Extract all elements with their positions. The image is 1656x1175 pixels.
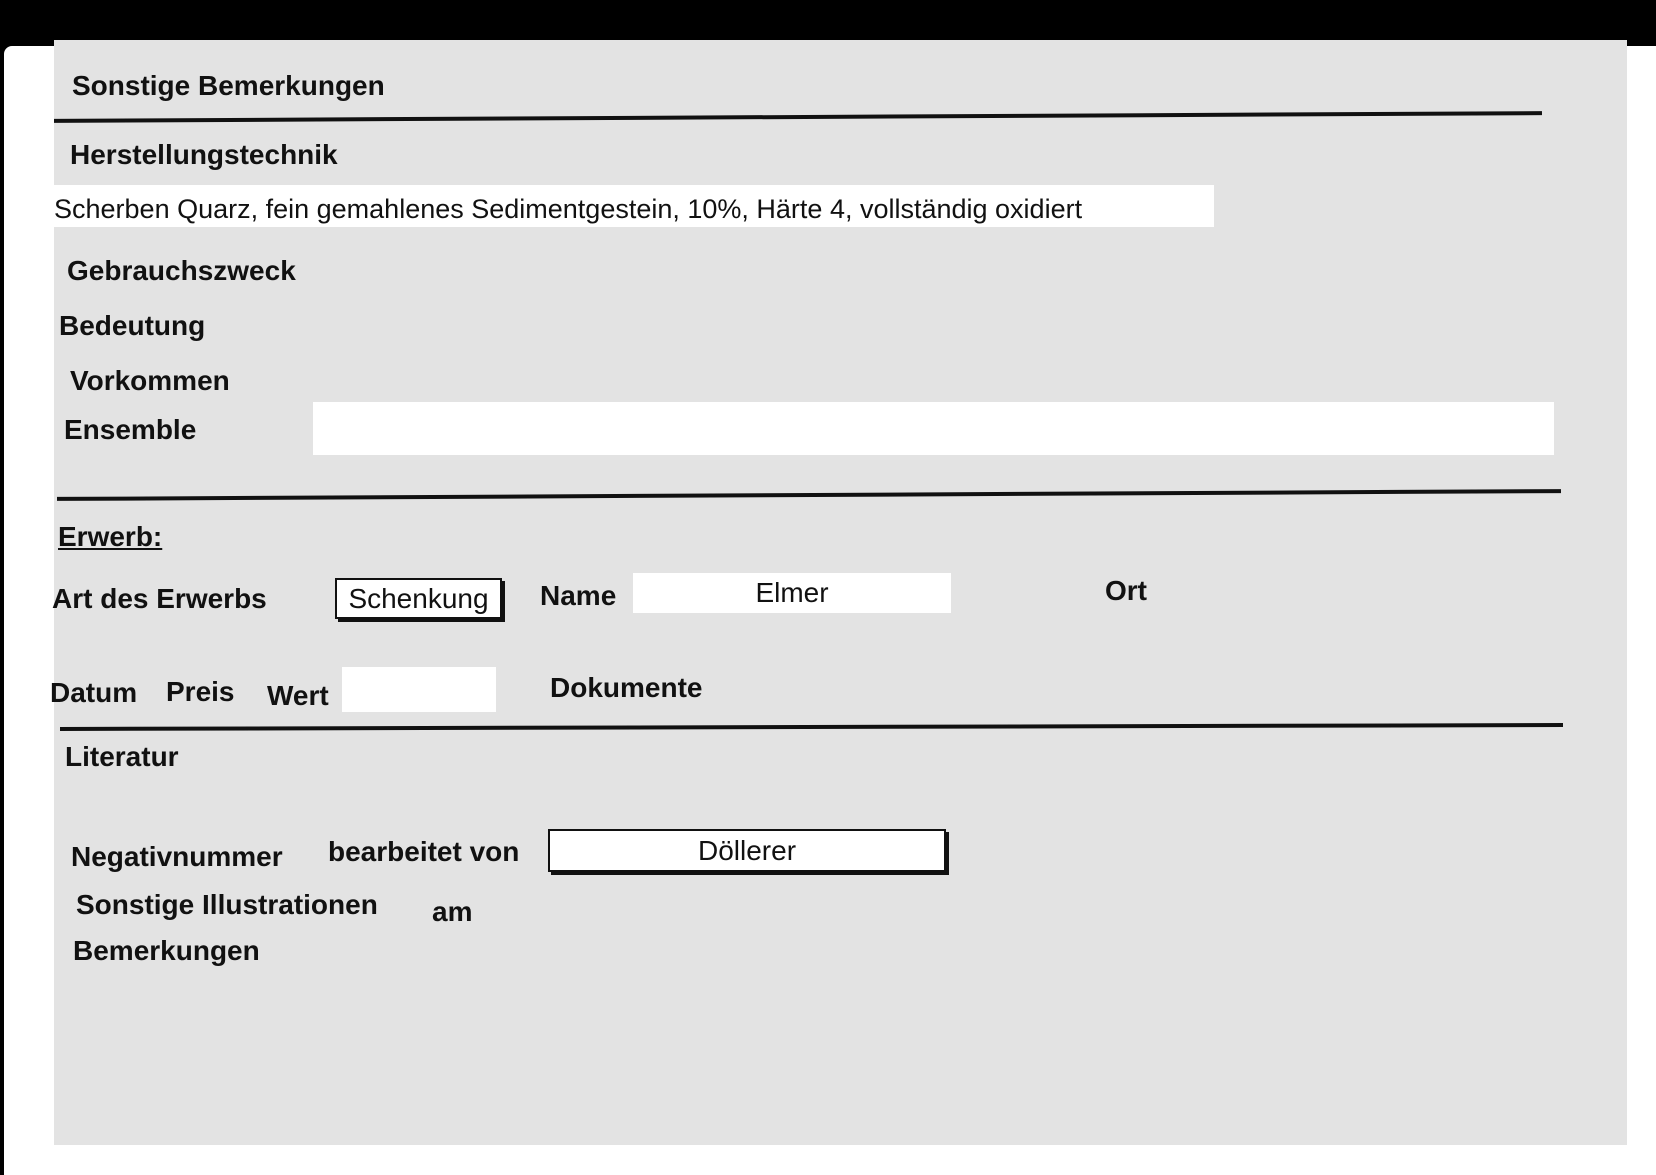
bearbeitet-von-field bbox=[548, 829, 946, 872]
label-vorkommen: Vorkommen bbox=[70, 365, 230, 396]
label-herstellungstechnik: Herstellungstechnik bbox=[70, 139, 338, 170]
label-wert: Wert bbox=[267, 680, 329, 711]
name-value: Elmer bbox=[755, 577, 829, 608]
art-des-erwerbs-value: Schenkung bbox=[348, 582, 489, 614]
name-field bbox=[633, 573, 951, 613]
label-erwerb-heading: Erwerb: bbox=[58, 521, 163, 552]
label-am: am bbox=[432, 896, 473, 927]
label-name: Name bbox=[540, 580, 617, 611]
label-negativnummer: Negativnummer bbox=[71, 841, 283, 872]
ensemble-field bbox=[313, 402, 1554, 455]
label-art-des-erwerbs: Art des Erwerbs bbox=[52, 583, 267, 614]
label-sonstige-illustrationen: Sonstige Illustrationen bbox=[76, 889, 378, 920]
label-literatur: Literatur bbox=[65, 741, 179, 772]
wert-field bbox=[342, 667, 496, 712]
label-preis: Preis bbox=[166, 676, 235, 707]
label-bedeutung: Bedeutung bbox=[59, 310, 206, 341]
label-ort: Ort bbox=[1105, 575, 1147, 606]
herstellungstechnik-value: Scherben Quarz, fein gemahlenes Sedimentgestein, 10%, Härte 4, vollständig oxidiert bbox=[54, 194, 1083, 224]
label-bearbeitet-von: bearbeitet von bbox=[328, 836, 520, 867]
bearbeitet-von-value: Döllerer bbox=[697, 834, 797, 866]
label-gebrauchszweck: Gebrauchszweck bbox=[67, 255, 296, 286]
label-bemerkungen: Bemerkungen bbox=[73, 935, 260, 966]
label-dokumente: Dokumente bbox=[550, 672, 703, 703]
art-des-erwerbs-field bbox=[335, 578, 502, 619]
label-ensemble: Ensemble bbox=[64, 414, 197, 445]
label-datum: Datum bbox=[50, 677, 138, 708]
label-sonstige-bemerkungen-top: Sonstige Bemerkungen bbox=[72, 70, 385, 101]
